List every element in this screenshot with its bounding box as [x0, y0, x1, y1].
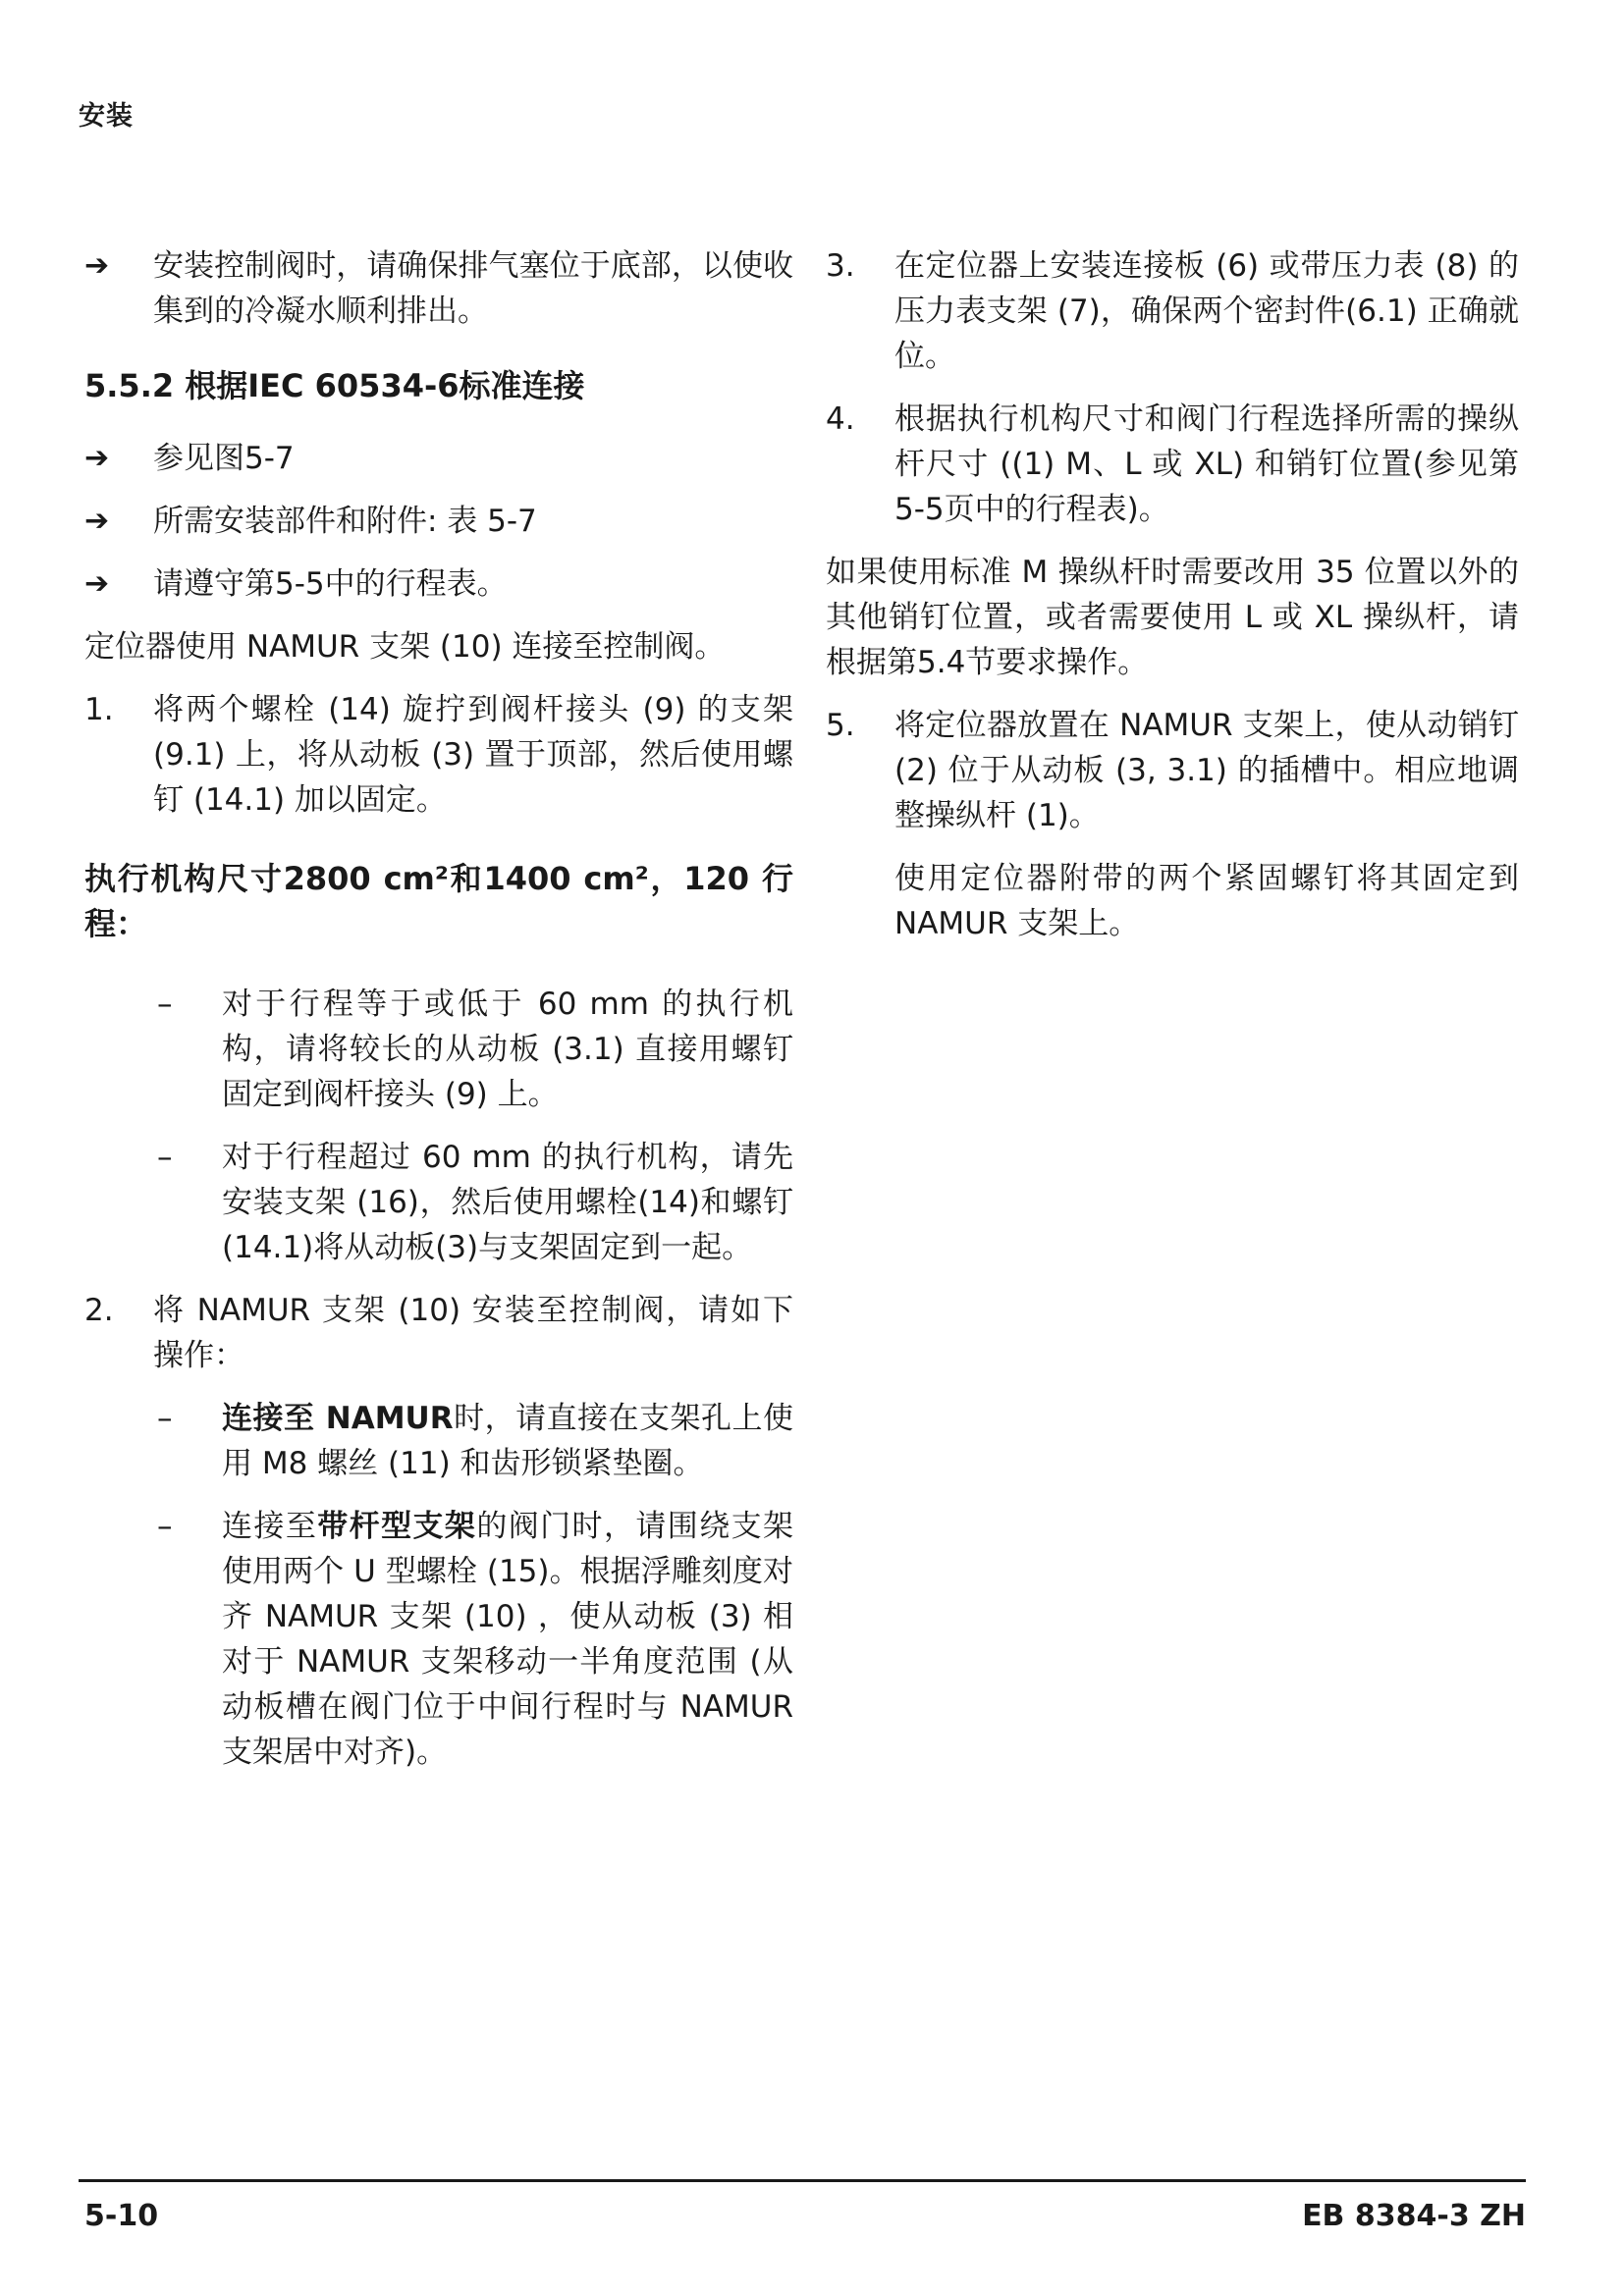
- dash-item: [157, 1396, 793, 1486]
- dash-marker: –: [157, 1401, 173, 1436]
- arrow-item: [84, 499, 793, 544]
- step-number: 2.: [84, 1293, 114, 1328]
- arrow-item: [84, 243, 793, 334]
- left-column: [84, 243, 793, 1775]
- dash-item-rest: 的阀门时，请围绕支架使用两个 U 型螺栓 (15)。根据浮雕刻度对齐 NAMUR 支架 (10) ，使从动板 (3) 相对于 NAMUR 支架移动一半角度范围 (从动板槽在阀门位于中间行程时与 NAMUR 支架居中对齐)。: [222, 1509, 794, 1770]
- arrow-item-text: 所需安装部件和附件: 表 5-7: [153, 504, 537, 539]
- step-item: [84, 687, 793, 823]
- step-item: [826, 243, 1519, 379]
- step-text: 将两个螺栓 (14) 旋拧到阀杆接头 (9) 的支架 (9.1) 上，将从动板 (3) 置于顶部，然后使用螺钉 (14.1) 加以固定。: [153, 692, 793, 818]
- arrow-item: [84, 436, 793, 481]
- dash-item-bold: 连接至 NAMUR: [222, 1401, 454, 1436]
- page-header-title: 安装: [79, 101, 134, 132]
- dash-item-text: 对于行程超过 60 mm 的执行机构，请先安装支架 (16)，然后使用螺栓(14)和螺钉(14.1)将从动板(3)与支架固定到一起。: [222, 1140, 793, 1265]
- arrow-item-text: 安装控制阀时，请确保排气塞位于底部，以使收集到的冷凝水顺利排出。: [153, 248, 793, 329]
- dash-item: [157, 1504, 793, 1775]
- subheading: 执行机构尺寸2800 cm²和1400 cm²，120 行程：: [84, 860, 793, 942]
- dash-item-text: [222, 1504, 793, 1775]
- step-number: 5.: [826, 708, 855, 743]
- step-number: 4.: [826, 401, 855, 437]
- dash-item-rest: 时，请直接在支架孔上使用 M8 螺丝 (11) 和齿形锁紧垫圈。: [222, 1401, 794, 1481]
- arrow-item: [84, 561, 793, 607]
- step-item: [84, 1288, 793, 1378]
- dash-marker: –: [157, 1140, 173, 1175]
- step-text: 根据执行机构尺寸和阀门行程选择所需的操纵杆尺寸 ((1) M、L 或 XL) 和销钉位置(参见第5-5页中的行程表)。: [894, 401, 1519, 527]
- dash-item-text: [222, 1396, 793, 1486]
- arrow-icon: ➔: [84, 248, 110, 283]
- intro-paragraph: 定位器使用 NAMUR 支架 (10) 连接至控制阀。: [84, 629, 726, 665]
- arrow-icon: ➔: [84, 566, 110, 601]
- dash-item: [157, 1135, 793, 1270]
- dash-marker: –: [157, 987, 173, 1022]
- note-paragraph: 如果使用标准 M 操纵杆时需要改用 35 位置以外的其他销钉位置，或者需要使用 L 或 XL 操纵杆，请根据第5.4节要求操作。: [826, 555, 1519, 680]
- dash-item: [157, 982, 793, 1117]
- arrow-item-text: 参见图5-7: [153, 441, 295, 476]
- dash-item-bold: 带杆型支架: [317, 1509, 477, 1544]
- footer-divider: [79, 2179, 1526, 2182]
- dash-marker: –: [157, 1509, 173, 1544]
- dash-item-pre: 连接至: [222, 1509, 318, 1544]
- arrow-item-text: 请遵守第5-5中的行程表。: [153, 566, 508, 602]
- step-note: 使用定位器附带的两个紧固螺钉将其固定到 NAMUR 支架上。: [894, 861, 1519, 941]
- step-item: [826, 703, 1519, 838]
- step-number: 3.: [826, 248, 855, 284]
- document-id: EB 8384-3 ZH: [1302, 2199, 1526, 2233]
- step-text: 将定位器放置在 NAMUR 支架上，使从动销钉 (2) 位于从动板 (3, 3.1) 的插槽中。相应地调整操纵杆 (1)。: [894, 708, 1519, 833]
- arrow-icon: ➔: [84, 504, 110, 538]
- step-item: [826, 397, 1519, 532]
- step-number: 1.: [84, 692, 114, 727]
- section-title: 5.5.2 根据IEC 60534-6标准连接: [84, 367, 585, 404]
- arrow-icon: ➔: [84, 441, 110, 475]
- step-text: 在定位器上安装连接板 (6) 或带压力表 (8) 的压力表支架 (7)，确保两个密封件(6.1) 正确就位。: [894, 248, 1519, 374]
- right-column: [826, 243, 1519, 946]
- step-text: 将 NAMUR 支架 (10) 安装至控制阀，请如下操作：: [153, 1293, 793, 1373]
- dash-item-text: 对于行程等于或低于 60 mm 的执行机构，请将较长的从动板 (3.1) 直接用螺钉固定到阀杆接头 (9) 上。: [222, 987, 793, 1112]
- page-number: 5-10: [84, 2199, 159, 2233]
